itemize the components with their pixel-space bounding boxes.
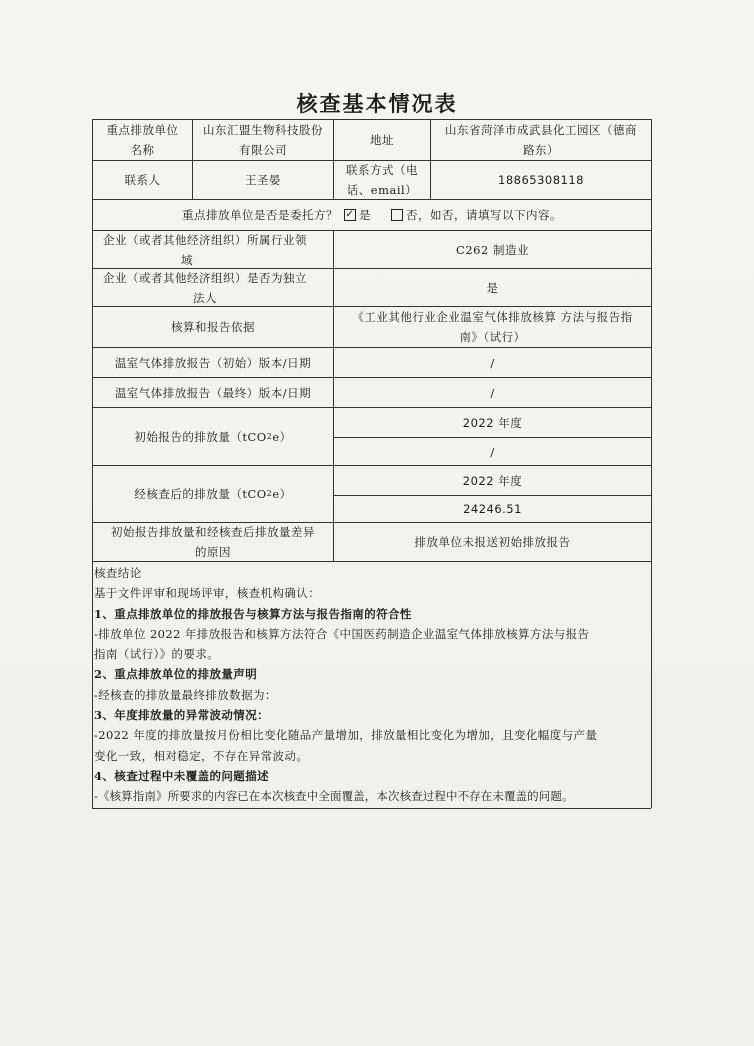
basis-value: 《工业其他行业企业温室气体排放核算 方法与报告指 南》（试行） (352, 310, 633, 344)
diff-label: 初始报告排放量和经核查后排放量差异 的原因 (111, 525, 315, 559)
verified-emission-label: 经核查后的排放量（tCO 2 e） (134, 487, 292, 501)
section-3-title: 3、年度排放量的异常波动情况： (94, 708, 269, 723)
unit-name-value: 山东汇盟生物科技股份 有限公司 (203, 123, 323, 157)
section-1-text: -排放单位 2022 年排放报告和核算方法符合《中国医药制造企业温室气体排放核算方法与报告 (94, 626, 590, 641)
section-2-title: 2、重点排放单位的排放量声明 (94, 667, 258, 682)
phone-label: 联系方式（电 话、email） (346, 163, 418, 197)
conclusion-section (94, 563, 649, 807)
section-4-text: -《核算指南》所要求的内容已在本次核查中全面覆盖，本次核查过程中不存在未覆盖的问题。 (94, 789, 574, 804)
report-initial-value: / (490, 355, 495, 370)
phone-value: 18865308118 (498, 173, 584, 187)
entrust-yes-label: 是 (359, 208, 371, 222)
section-3-text: -2022 年度的排放量按月份相比变化随品产量增加，排放量相比变化为增加，且变化幅度与产量 (94, 728, 598, 743)
verified-year: 2022 年度 (462, 473, 523, 488)
entrust-row (93, 200, 651, 230)
diff-value: 排放单位未报送初始排放报告 (414, 535, 571, 549)
contact-value: 王圣晏 (245, 173, 281, 187)
conclusion-heading: 核查结论 (94, 566, 142, 580)
entrust-question: 重点排放单位是否是委托方？ (182, 208, 338, 222)
initial-emission-label: 初始报告的排放量（tCO 2 e） (134, 429, 292, 444)
conclusion-intro: 基于文件评审和现场评审，核查机构确认： (94, 586, 321, 601)
section-4-title: 4、核查过程中未覆盖的问题描述 (94, 768, 269, 783)
entrust-no-checkbox[interactable] (391, 209, 403, 221)
section-3-text-cont: 变化一致，相对稳定，不存在异常波动。 (94, 748, 309, 763)
basis-label: 核算和报告依据 (171, 320, 255, 334)
contact-label: 联系人 (124, 173, 161, 187)
unit-name-label: 重点排放单位 名称 (106, 123, 179, 157)
report-initial-label: 温室气体排放报告（初始）版本/日期 (114, 355, 312, 370)
section-1-title: 1、重点排放单位的排放报告与核算方法与报告指南的符合性 (94, 606, 412, 621)
page-title: 核查基本情况表 (296, 91, 458, 116)
entrust-no-label: 否，如否，请填写以下内容。 (406, 208, 562, 222)
independent-label: 企业（或者其他经济组织）是否为独立 法人 (103, 270, 307, 305)
address-value: 山东省菏泽市成武县化工园区（德商 路东） (445, 123, 637, 157)
address-label: 地址 (370, 133, 394, 147)
industry-label: 企业（或者其他经济组织）所属行业领 域 (103, 232, 307, 267)
industry-value: C262 制造业 (456, 242, 529, 257)
report-final-value: / (490, 385, 495, 400)
report-final-label: 温室气体排放报告（最终）版本/日期 (114, 385, 312, 400)
section-2-text: -经核查的排放量最终排放数据为： (94, 687, 277, 702)
entrust-yes-checkbox[interactable]: ✓ (345, 209, 355, 220)
verified-value: 24246.51 (463, 502, 522, 516)
section-1-text-cont: 指南（试行）》的要求。 (94, 647, 220, 662)
initial-year: 2022 年度 (462, 415, 523, 430)
initial-value: / (490, 444, 495, 459)
independent-value: 是 (486, 280, 499, 295)
